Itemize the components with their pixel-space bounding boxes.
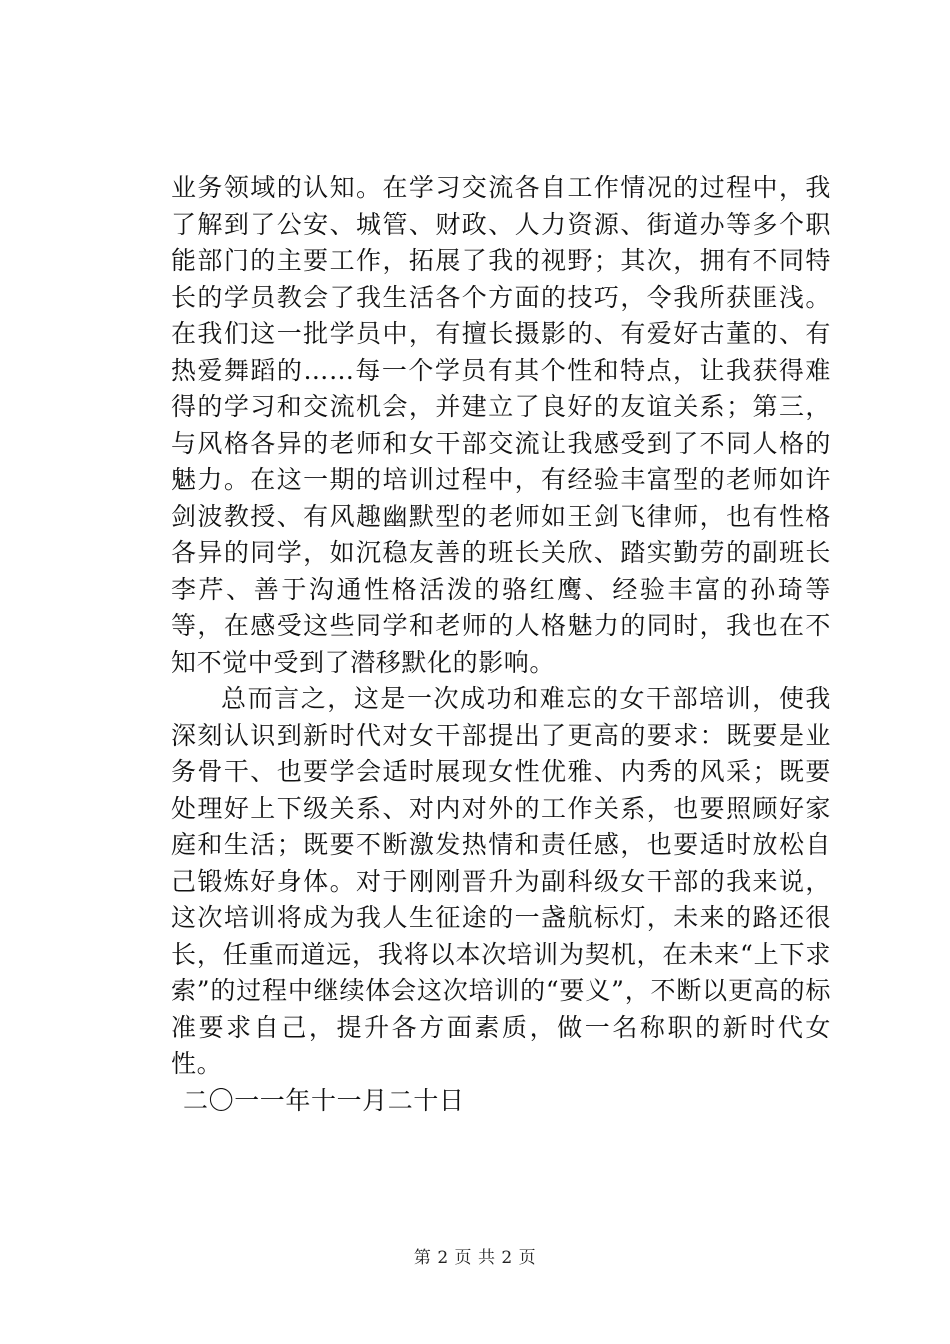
document-body: [171, 170, 831, 1119]
document-date: 二〇一一年十一月二十日: [183, 1085, 465, 1115]
paragraph-conclusion: 总而言之，这是一次成功和难忘的女干部培训，使我深刻认识到新时代对女干部提出了更高的要求：既要是业务骨干、也要学会适时展现女性优雅、内秀的风采；既要处理好上下级关系、对内对外的工作关系，也要照顾好家庭和生活；既要不断激发热情和责任感，也要适时放松自己锻炼好身体。对于刚刚晋升为副科级女干部的我来说，这次培训将成为我人生征途的一盏航标灯，未来的路还很长，任重而道远，我将以本次培训为契机，在未来“上下求索”的过程中继续体会这次培训的“要义”，不断以更高的标准要求自己，提升各方面素质，做一名称职的新时代女性。: [171, 684, 831, 1078]
page-footer: [0, 1243, 950, 1268]
paragraph-continuation: 业务领域的认知。在学习交流各自工作情况的过程中，我了解到了公安、城管、财政、人力资源、街道办等多个职能部门的主要工作，拓展了我的视野；其次，拥有不同特长的学员教会了我生活各个方面的技巧，令我所获匪浅。在我们这一批学员中，有擅长摄影的、有爱好古董的、有热爱舞蹈的……每一个学员有其个性和特点，让我获得难得的学习和交流机会，并建立了良好的友谊关系；第三，与风格各异的老师和女干部交流让我感受到了不同人格的魅力。在这一期的培训过程中，有经验丰富型的老师如许剑波教授、有风趣幽默型的老师如王剑飞律师，也有性格各异的同学，如沉稳友善的班长关欣、踏实勤劳的副班长李芹、善于沟通性格活泼的骆红鹰、经验丰富的孙琦等等，在感受这些同学和老师的人格魅力的同时，我也在不知不觉中受到了潜移默化的影响。: [171, 173, 831, 677]
page-number-label: 第 2 页 共 2 页: [413, 1248, 537, 1268]
